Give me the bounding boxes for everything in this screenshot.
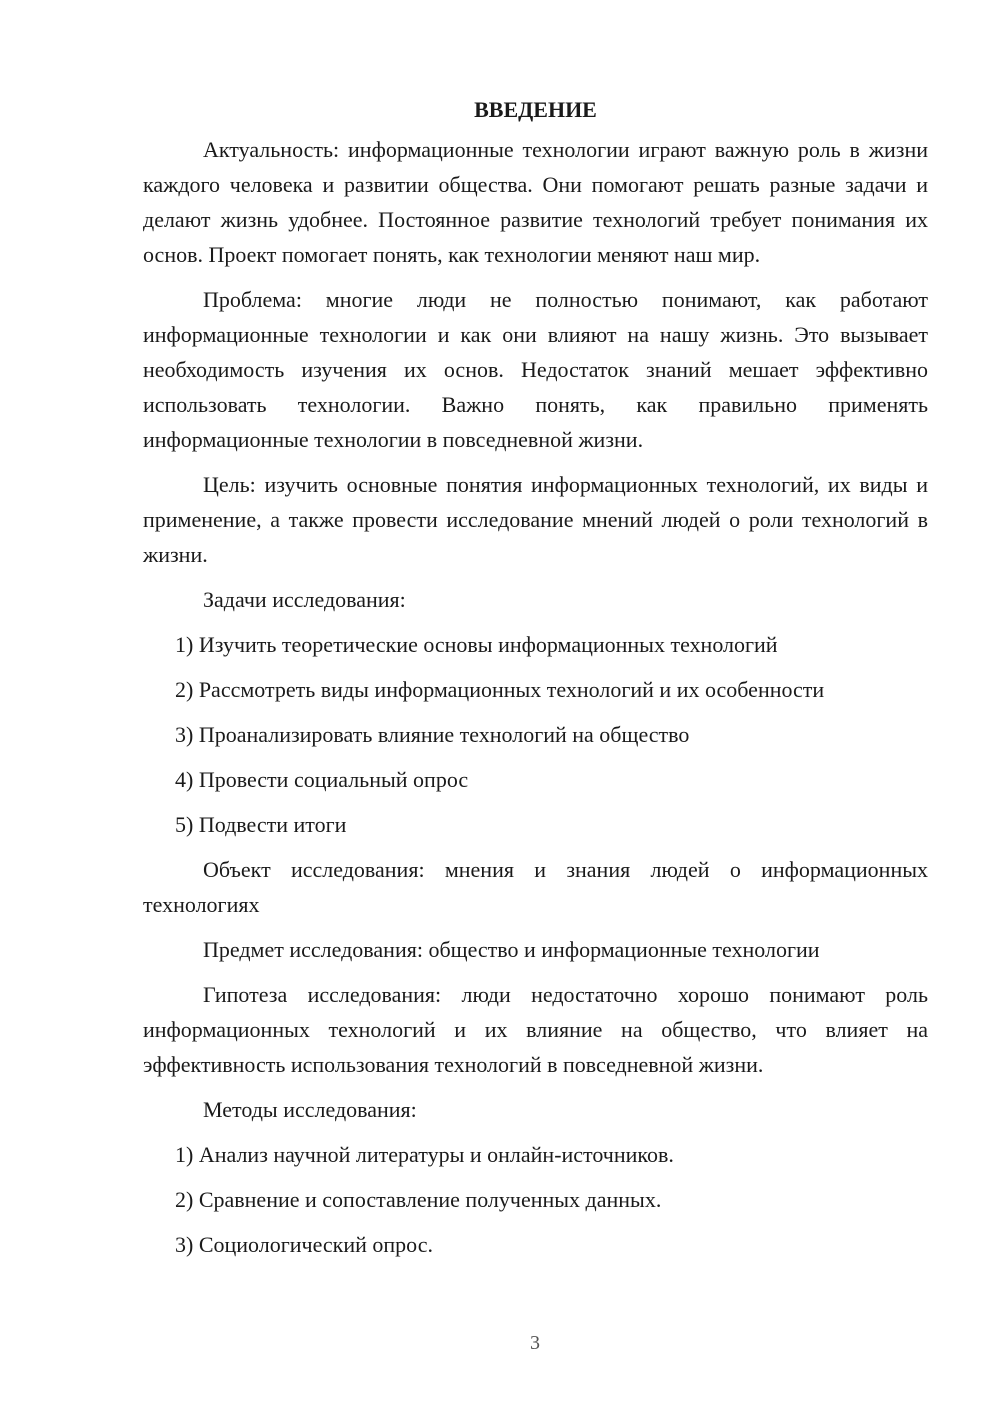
tasks-label: Задачи исследования:	[203, 587, 406, 612]
list-item: 4) Провести социальный опрос	[175, 767, 469, 792]
list-item: 5) Подвести итоги	[175, 812, 347, 837]
goal-paragraph: Цель: изучить основные понятия информационных технологий, их виды и применение, а также провести исследование мнений людей о роли технологий в жизни.	[143, 472, 928, 567]
list-item: 3) Социологический опрос.	[175, 1232, 433, 1257]
list-item: 1) Изучить теоретические основы информационных технологий	[175, 632, 778, 657]
page-title: ВВЕДЕНИЕ	[474, 97, 597, 122]
methods-label: Методы исследования:	[203, 1097, 417, 1122]
document-page	[143, 92, 928, 1272]
list-item: 2) Рассмотреть виды информационных технологий и их особенности	[175, 677, 825, 702]
object-paragraph: Объект исследования: мнения и знания людей о информационных технологиях	[143, 857, 928, 917]
tasks-list	[143, 627, 928, 842]
hypothesis-paragraph: Гипотеза исследования: люди недостаточно хорошо понимают роль информационных технологий и их влияние на общество, что влияет на эффективность использования технологий в повседневной жизни.	[143, 982, 928, 1077]
relevance-paragraph: Актуальность: информационные технологии играют важную роль в жизни каждого человека и развитии общества. Они помогают решать разные задачи и делают жизнь удобнее. Постоянное развитие технологий требует понимания их основ. Проект помогает понять, как технологии меняют наш мир.	[143, 137, 928, 267]
list-item: 1) Анализ научной литературы и онлайн-источников.	[175, 1142, 674, 1167]
list-item: 3) Проанализировать влияние технологий на общество	[175, 722, 690, 747]
problem-paragraph: Проблема: многие люди не полностью понимают, как работают информационные технологии и как они влияют на нашу жизнь. Это вызывает необходимость изучения их основ. Недостаток знаний мешает эффективно использовать технологии. Важно понять, как правильно применять информационные технологии в повседневной жизни.	[143, 287, 928, 452]
subject-paragraph: Предмет исследования: общество и информационные технологии	[203, 937, 820, 962]
list-item: 2) Сравнение и сопоставление полученных данных.	[175, 1187, 662, 1212]
page-number: 3	[530, 1332, 540, 1354]
methods-list	[143, 1137, 928, 1262]
